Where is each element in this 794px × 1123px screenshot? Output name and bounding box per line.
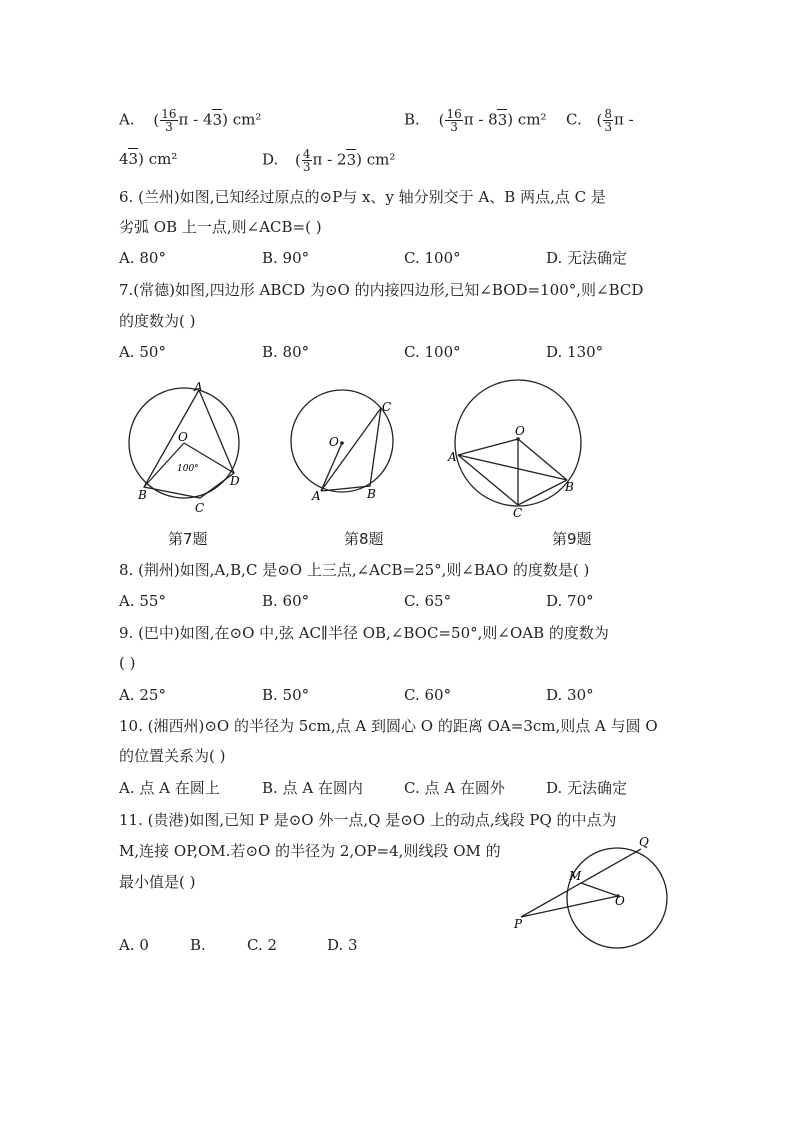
fraction	[603, 108, 613, 133]
fraction	[160, 108, 177, 133]
figure-q9	[445, 375, 585, 520]
denominator: 3	[450, 120, 458, 134]
q6-stem-line1: 6. (兰州)如图,已知经过原点的⊙P与 x、y 轴分别交于 A、B 两点,点 C 是	[119, 188, 606, 206]
q7-option-d: D. 130°	[546, 343, 604, 361]
label-a: A	[312, 489, 321, 503]
caption-fig8: 第8题	[344, 530, 384, 548]
expr: π - 4	[178, 110, 213, 129]
q5-option-c	[566, 108, 634, 133]
q6-option-b: B. 90°	[262, 249, 310, 267]
q5-option-c-continued	[119, 148, 177, 169]
q8-stem-line1: 8. (荆州)如图,A,B,C 是⊙O 上三点,∠ACB=25°,则∠BAO 的度数是( )	[119, 561, 590, 579]
unit: ) cm²	[138, 150, 178, 168]
label-q: Q	[639, 835, 649, 849]
label-b: B	[367, 487, 376, 501]
label-m: M	[569, 869, 582, 883]
label-d: D	[230, 474, 240, 488]
label-c: C	[513, 506, 523, 520]
q7-stem-line2: 的度数为( )	[119, 312, 196, 330]
segment-mo	[581, 883, 618, 896]
q7-option-a: A. 50°	[119, 343, 166, 361]
numerator: 16	[446, 107, 462, 121]
q5-option-d	[262, 148, 395, 173]
q10-option-c: C. 点 A 在圆外	[404, 779, 505, 797]
q10-stem-line1: 10. (湘西州)⊙O 的半径为 5cm,点 A 到圆心 O 的距离 OA=3cm,则点 A 与圆 O	[119, 717, 658, 735]
q11-stem-line1: 11. (贵港)如图,已知 P 是⊙O 外一点,Q 是⊙O 上的动点,线段 PQ 的中点为	[119, 811, 617, 829]
q8-option-d: D. 70°	[546, 592, 594, 610]
option-label: A.	[119, 110, 135, 129]
numerator: 8	[604, 107, 612, 121]
unit: ) cm²	[356, 150, 396, 169]
q5-option-a	[119, 108, 261, 133]
q9-option-b: B. 50°	[262, 686, 310, 704]
angle-label: 100°	[177, 464, 199, 474]
q11-stem-line2: M,连接 OP,OM.若⊙O 的半径为 2,OP=4,则线段 OM 的	[119, 842, 501, 860]
label-a: A	[194, 380, 203, 394]
label-b: B	[565, 480, 574, 494]
label-o: O	[615, 894, 625, 908]
option-label: C.	[566, 110, 582, 129]
q10-option-a: A. 点 A 在圆上	[119, 779, 220, 797]
q5-option-b	[404, 108, 547, 133]
expr: π -	[614, 110, 634, 129]
option-label: B.	[404, 110, 420, 129]
q11-stem-line3: 最小值是( )	[119, 873, 196, 891]
denominator: 3	[604, 120, 612, 134]
paren: (	[295, 150, 301, 169]
q6-stem-line2: 劣弧 OB 上一点,则∠ACB=( )	[119, 218, 322, 236]
paren: (	[153, 110, 160, 129]
caption-fig9: 第9题	[552, 530, 592, 548]
label-b: B	[138, 488, 147, 502]
denominator: 3	[165, 120, 173, 134]
circle-o	[291, 390, 393, 492]
expr: 4	[119, 150, 129, 168]
center-point	[340, 441, 344, 445]
label-c: C	[195, 501, 205, 515]
label-c: C	[382, 400, 392, 414]
q9-option-d: D. 30°	[546, 686, 594, 704]
option-label: D.	[262, 150, 279, 169]
radical: 3	[346, 150, 357, 169]
triangle-abc	[321, 408, 381, 491]
q10-option-b: B. 点 A 在圆内	[262, 779, 363, 797]
label-o: O	[178, 430, 188, 444]
q8-option-b: B. 60°	[262, 592, 310, 610]
label-p: P	[514, 917, 523, 931]
fraction	[445, 108, 462, 133]
paren: (	[596, 110, 603, 129]
q6-option-d: D. 无法确定	[546, 249, 628, 267]
q11-option-b: B.	[190, 936, 206, 954]
q6-option-c: C. 100°	[404, 249, 461, 267]
label-o: O	[515, 424, 525, 438]
q11-option-c: C. 2	[247, 936, 278, 954]
numerator: 16	[161, 107, 177, 121]
radical: 3	[212, 110, 223, 129]
q7-stem-line1: 7.(常德)如图,四边形 ABCD 为⊙O 的内接四边形,已知∠BOD=100°,则∠BCD	[119, 281, 644, 299]
q6-option-a: A. 80°	[119, 249, 166, 267]
paren: (	[438, 110, 445, 129]
q11-option-d: D. 3	[327, 936, 358, 954]
quadrilateral-abcd	[144, 390, 234, 498]
q9-stem-line2: ( )	[119, 654, 136, 672]
expr: π - 8	[463, 110, 498, 129]
radical: 3	[497, 110, 508, 129]
q10-option-d: D. 无法确定	[546, 779, 628, 797]
q9-option-a: A. 25°	[119, 686, 166, 704]
radical: 3	[128, 150, 139, 168]
fraction	[302, 148, 312, 173]
figure-q8	[285, 385, 405, 510]
q9-option-c: C. 60°	[404, 686, 452, 704]
unit: ) cm²	[507, 110, 547, 129]
q7-option-b: B. 80°	[262, 343, 310, 361]
caption-fig7: 第7题	[168, 530, 208, 548]
unit: ) cm²	[222, 110, 262, 129]
q8-option-a: A. 55°	[119, 592, 166, 610]
q11-option-a: A. 0	[119, 936, 149, 954]
segment-ab	[458, 455, 567, 480]
denominator: 3	[302, 160, 311, 174]
figure-q11	[505, 830, 685, 950]
numerator: 4	[302, 147, 311, 161]
q8-option-c: C. 65°	[404, 592, 452, 610]
label-a: A	[448, 450, 457, 464]
q9-stem-line1: 9. (巴中)如图,在⊙O 中,弦 AC∥半径 OB,∠BOC=50°,则∠OAB 的度数为	[119, 624, 609, 642]
figure-q7	[120, 375, 250, 515]
label-o: O	[329, 435, 339, 449]
q10-stem-line2: 的位置关系为( )	[119, 747, 226, 765]
q7-option-c: C. 100°	[404, 343, 461, 361]
segment-ao	[458, 439, 518, 455]
expr: π - 2	[312, 150, 347, 169]
